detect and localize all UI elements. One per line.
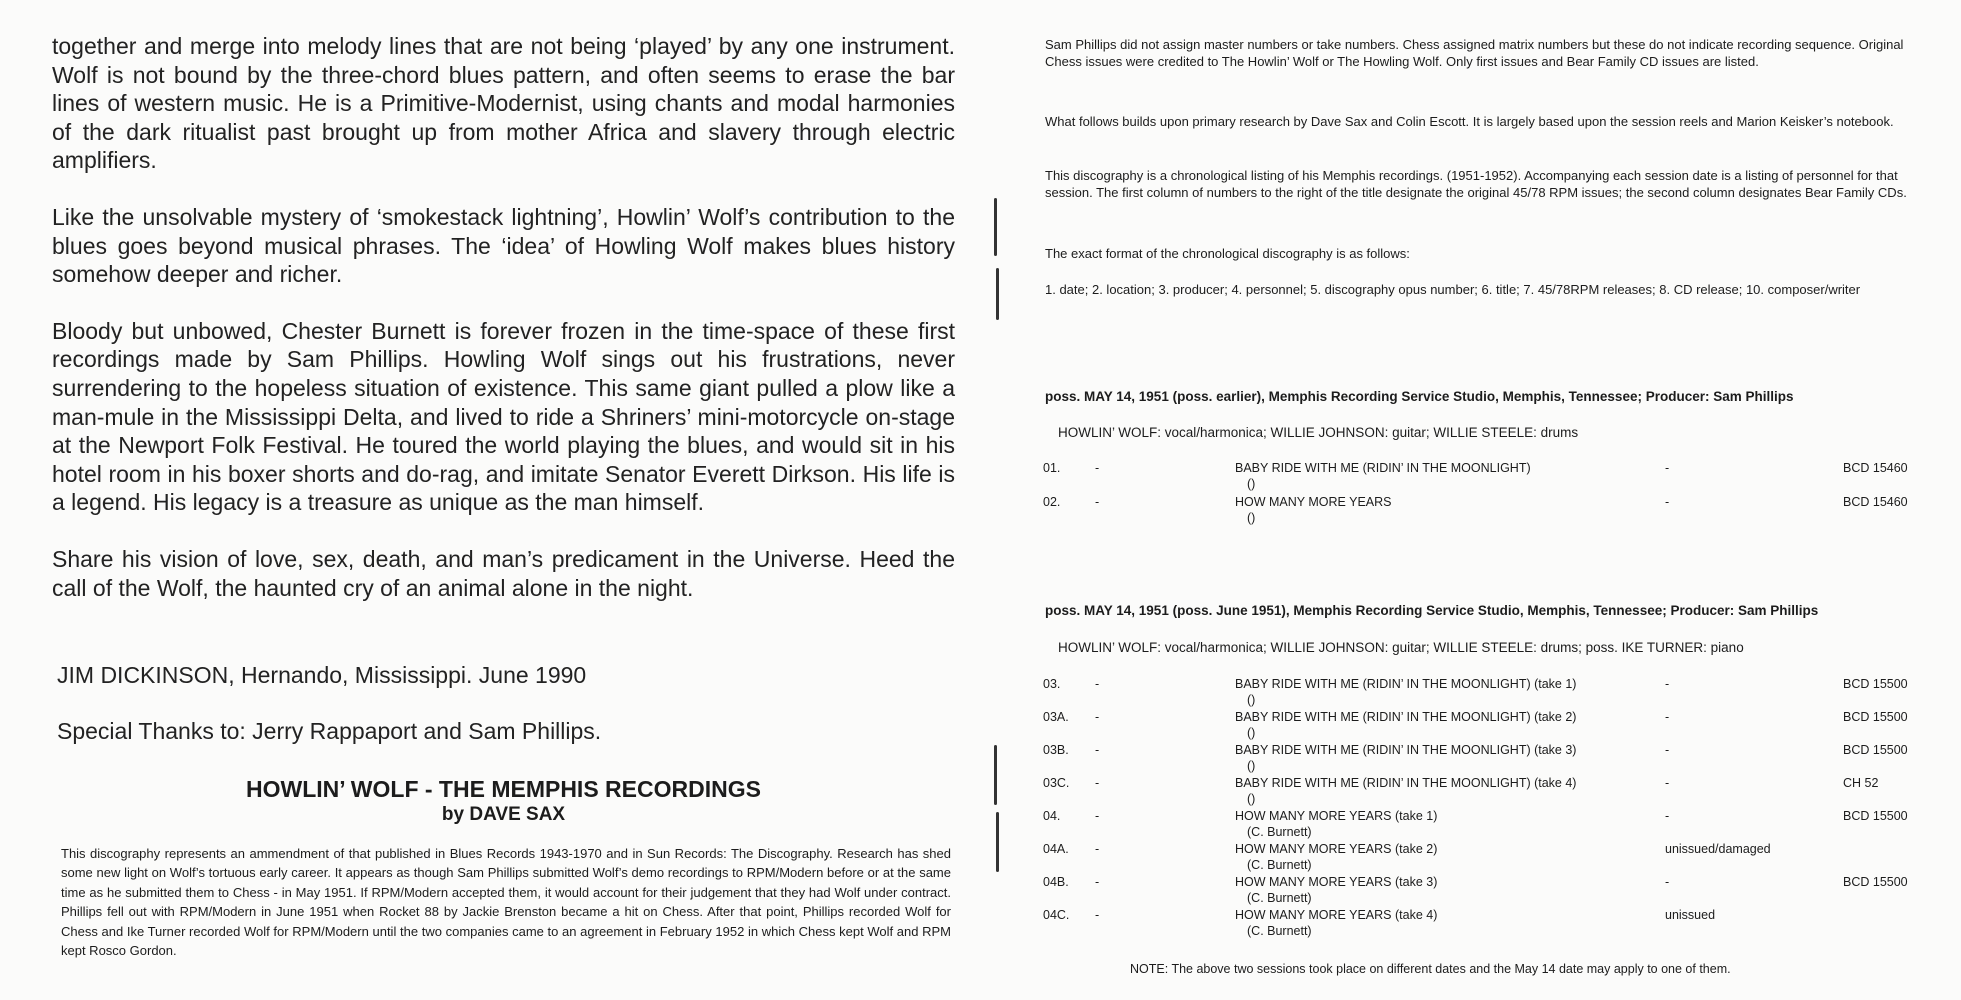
binding-mark: [996, 268, 999, 320]
track-row: [1043, 875, 1943, 909]
track-original-release: -: [1665, 875, 1670, 889]
track-row: [1043, 743, 1943, 777]
track-composer: (C. Burnett): [1247, 924, 1312, 938]
track-number: 03A.: [1043, 710, 1069, 724]
track-original-release: -: [1665, 495, 1670, 509]
session-personnel: HOWLIN’ WOLF: vocal/harmonica; WILLIE JOHNSON: guitar; WILLIE STEELE: drums: [1058, 425, 1579, 440]
track-dash: -: [1095, 495, 1100, 509]
track-original-release: -: [1665, 710, 1670, 724]
track-dash: -: [1095, 875, 1100, 889]
track-original-release: -: [1665, 809, 1670, 823]
discography-intro: This discography represents an ammendment of that published in Blues Records 1943-1970 and in Sun Records: The Discography. Research has shed some new light on Wolf’s tortuous early career. It appears as though Sam Phillips submitted Wolf’s demo recordings to RPM/Modern before or at the same time as he submitted them to Chess - in May 1951. If RPM/Modern accepted them, it would account for their judgement that they had Wolf under contract. Phillips fell out with RPM/Modern in June 1951 when Rocket 88 by Jackie Brenston became a hit on Chess. After that point, Phillips recorded Wolf for Chess and Ike Turner recorded Wolf for RPM/Modern until the two companies came to an agreement in February 1952 in which Chess kept Wolf and RPM kept Rosco Gordon.: [61, 846, 951, 959]
track-composer: (C. Burnett): [1247, 891, 1312, 905]
track-number: 03B.: [1043, 743, 1069, 757]
track-dash: -: [1095, 710, 1100, 724]
track-cd-release: BCD 15500: [1843, 677, 1908, 691]
track-number: 01.: [1043, 461, 1061, 475]
right-note: 1. date; 2. location; 3. producer; 4. personnel; 5. discography opus number; 6. title; 7. 45/78RPM releases; 8. CD release; 10. composer/writer: [1045, 282, 1861, 297]
track-dash: -: [1095, 809, 1100, 823]
signature: JIM DICKINSON, Hernando, Mississippi. June 1990: [57, 662, 587, 688]
track-title: BABY RIDE WITH ME (RIDIN’ IN THE MOONLIGHT) (take 4): [1235, 776, 1577, 790]
track-row: [1043, 495, 1943, 529]
essay-paragraph: Share his vision of love, sex, death, and man’s predicament in the Universe. Heed the call of the Wolf, the haunted cry of an animal alone in the night.: [52, 545, 955, 601]
right-note: This discography is a chronological listing of his Memphis recordings. (1951-1952). Accompanying each session date is a listing of personnel for that session. The first column of numbers to the right of the title designate the original 45/78 RPM issues; the second column designates Bear Family CDs.: [1045, 168, 1907, 200]
track-dash: -: [1095, 776, 1100, 790]
track-composer: (): [1247, 759, 1256, 773]
track-cd-release: BCD 15460: [1843, 495, 1908, 509]
track-composer: (C. Burnett): [1247, 858, 1312, 872]
track-dash: -: [1095, 461, 1100, 475]
track-dash: -: [1095, 908, 1100, 922]
track-dash: -: [1095, 677, 1100, 691]
track-composer: (): [1247, 726, 1256, 740]
track-cd-release: BCD 15500: [1843, 809, 1908, 823]
footnote: NOTE: The above two sessions took place on different dates and the May 14 date may apply to one of them.: [1130, 962, 1731, 976]
session-header: poss. MAY 14, 1951 (poss. earlier), Memphis Recording Service Studio, Memphis, Tennessee; Producer: Sam Phillips: [1045, 389, 1794, 404]
track-row: [1043, 809, 1943, 843]
track-number: 04B.: [1043, 875, 1069, 889]
track-cd-release: BCD 15500: [1843, 875, 1908, 889]
track-title: BABY RIDE WITH ME (RIDIN’ IN THE MOONLIGHT) (take 1): [1235, 677, 1577, 691]
essay-paragraph: together and merge into melody lines that are not being ‘played’ by any one instrument. Wolf is not bound by the three-chord blues pattern, and often seems to erase the bar lines of western music. He is a Primitive-Modernist, using chants and modal harmonies of the dark ritualist past brought up from mother Africa and slavery through electric amplifiers.: [52, 33, 955, 174]
track-title: HOW MANY MORE YEARS (take 4): [1235, 908, 1438, 922]
track-title: HOW MANY MORE YEARS: [1235, 495, 1392, 509]
track-row: [1043, 776, 1943, 810]
track-number: 04A.: [1043, 842, 1069, 856]
track-original-release: -: [1665, 743, 1670, 757]
track-composer: (): [1247, 693, 1256, 707]
essay-paragraph: Bloody but unbowed, Chester Burnett is forever frozen in the time-space of these first recordings made by Sam Phillips. Howling Wolf sings out his frustrations, never surrendering to the hopeless situation of existence. This same giant pulled a plow like a man-mule in the Mississippi Delta, and lived to ride a Shriners’ mini-motorcycle on-stage at the Newport Folk Festival. He toured the world playing the blues, and would sit in his hotel room in his boxer shorts and do-rag, and imitate Senator Everett Dirkson. His life is a legend. His legacy is a treasure as unique as the man himself.: [52, 317, 955, 516]
track-original-release: -: [1665, 461, 1670, 475]
track-number: 03.: [1043, 677, 1061, 691]
discography-byline: by DAVE SAX: [441, 804, 566, 825]
track-row: [1043, 710, 1943, 744]
track-composer: (): [1247, 477, 1256, 491]
track-row: [1043, 677, 1943, 711]
track-composer: (): [1247, 511, 1256, 525]
thanks-line: Special Thanks to: Jerry Rappaport and Sam Phillips.: [57, 718, 602, 744]
track-original-release: -: [1665, 776, 1670, 790]
session-header: poss. MAY 14, 1951 (poss. June 1951), Memphis Recording Service Studio, Memphis, Tennessee; Producer: Sam Phillips: [1045, 603, 1819, 618]
track-title: HOW MANY MORE YEARS (take 3): [1235, 875, 1438, 889]
track-cd-release: CH 52: [1843, 776, 1879, 790]
track-number: 02.: [1043, 495, 1061, 509]
track-number: 03C.: [1043, 776, 1070, 790]
discography-heading: HOWLIN’ WOLF - THE MEMPHIS RECORDINGS: [246, 776, 761, 802]
track-title: BABY RIDE WITH ME (RIDIN’ IN THE MOONLIGHT) (take 3): [1235, 743, 1577, 757]
track-composer: (C. Burnett): [1247, 825, 1312, 839]
track-title: HOW MANY MORE YEARS (take 1): [1235, 809, 1438, 823]
track-original-release: unissued/damaged: [1665, 842, 1771, 856]
track-cd-release: BCD 15500: [1843, 710, 1908, 724]
essay-body: [52, 32, 955, 630]
right-note: What follows builds upon primary research by Dave Sax and Colin Escott. It is largely based upon the session reels and Marion Keisker’s notebook.: [1045, 114, 1894, 129]
binding-mark: [994, 745, 997, 805]
binding-mark: [994, 198, 997, 256]
track-row: [1043, 908, 1943, 942]
right-note: Sam Phillips did not assign master numbers or take numbers. Chess assigned matrix numbers but these do not indicate recording sequence. Original Chess issues were credited to The Howlin’ Wolf or The Howling Wolf. Only first issues and Bear Family CD issues are listed.: [1045, 37, 1904, 69]
track-row: [1043, 842, 1943, 876]
track-dash: -: [1095, 842, 1100, 856]
track-title: HOW MANY MORE YEARS (take 2): [1235, 842, 1438, 856]
session-personnel: HOWLIN’ WOLF: vocal/harmonica; WILLIE JOHNSON: guitar; WILLIE STEELE: drums; poss. IKE TURNER: piano: [1058, 640, 1744, 655]
track-original-release: unissued: [1665, 908, 1716, 922]
track-cd-release: BCD 15500: [1843, 743, 1908, 757]
essay-paragraph: Like the unsolvable mystery of ‘smokestack lightning’, Howlin’ Wolf’s contribution to the blues goes beyond musical phrases. The ‘idea’ of Howling Wolf makes blues history somehow deeper and richer.: [52, 203, 955, 288]
right-note: The exact format of the chronological discography is as follows:: [1045, 246, 1410, 261]
track-number: 04.: [1043, 809, 1061, 823]
track-cd-release: BCD 15460: [1843, 461, 1908, 475]
track-row: [1043, 461, 1943, 495]
track-title: BABY RIDE WITH ME (RIDIN’ IN THE MOONLIGHT): [1235, 461, 1531, 475]
track-title: BABY RIDE WITH ME (RIDIN’ IN THE MOONLIGHT) (take 2): [1235, 710, 1577, 724]
track-number: 04C.: [1043, 908, 1070, 922]
track-composer: (): [1247, 792, 1256, 806]
track-original-release: -: [1665, 677, 1670, 691]
binding-mark: [996, 812, 999, 872]
track-dash: -: [1095, 743, 1100, 757]
